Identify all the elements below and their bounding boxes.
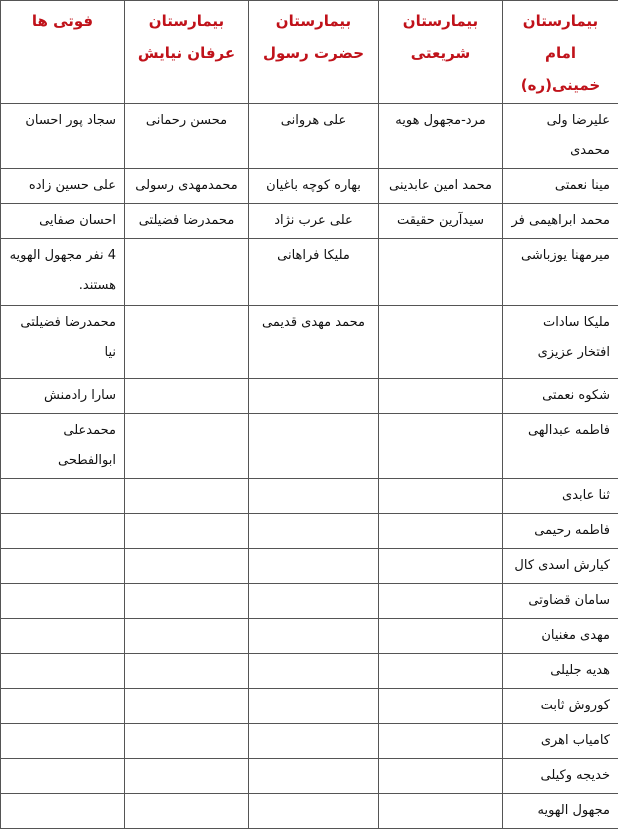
cell-erfan: محمدرضا فضیلتی: [125, 204, 249, 239]
table-row: [1, 619, 618, 654]
table-row: [1, 689, 618, 724]
cell-erfan: [125, 794, 249, 829]
cell-dead: [1, 689, 125, 724]
cell-rasool: [249, 759, 379, 794]
cell-erfan: [125, 549, 249, 584]
header-erfan: بیمارستان عرفان نیایش: [125, 1, 249, 104]
cell-dead: [1, 514, 125, 549]
cell-dead: سارا رادمنش: [1, 379, 125, 414]
cell-erfan: [125, 239, 249, 306]
cell-khomeini: مهدی مغنیان: [503, 619, 618, 654]
cell-erfan: [125, 414, 249, 479]
cell-khomeini: میرمهنا یوزباشی: [503, 239, 618, 306]
cell-erfan: [125, 724, 249, 759]
table-row: [1, 479, 618, 514]
cell-shariati: [379, 619, 503, 654]
header-khomeini: بیمارستان امام خمینی(ره): [503, 1, 618, 104]
cell-rasool: [249, 479, 379, 514]
cell-shariati: محمد امین عابدینی: [379, 169, 503, 204]
cell-shariati: [379, 689, 503, 724]
cell-dead: [1, 654, 125, 689]
cell-shariati: [379, 794, 503, 829]
table-row: [1, 759, 618, 794]
cell-khomeini: کیارش اسدی کال: [503, 549, 618, 584]
table-row: [1, 239, 618, 306]
cell-shariati: [379, 549, 503, 584]
cell-shariati: [379, 414, 503, 479]
cell-rasool: [249, 619, 379, 654]
table-row: [1, 584, 618, 619]
cell-rasool: [249, 689, 379, 724]
cell-shariati: [379, 379, 503, 414]
cell-rasool: علی عرب نژاد: [249, 204, 379, 239]
table-row: [1, 514, 618, 549]
cell-dead: [1, 549, 125, 584]
cell-erfan: [125, 654, 249, 689]
cell-erfan: [125, 689, 249, 724]
cell-dead: 4 نفر مجهول الهویه هستند.: [1, 239, 125, 306]
table-row: [1, 724, 618, 759]
cell-erfan: [125, 479, 249, 514]
cell-erfan: محسن رحمانی: [125, 104, 249, 169]
cell-dead: احسان صفایی: [1, 204, 125, 239]
header-row: [1, 1, 618, 104]
cell-dead: محمدرضا فضیلتی نیا: [1, 306, 125, 379]
cell-shariati: [379, 584, 503, 619]
cell-khomeini: شکوه نعمتی: [503, 379, 618, 414]
cell-shariati: [379, 479, 503, 514]
cell-dead: [1, 479, 125, 514]
cell-shariati: [379, 759, 503, 794]
table-row: [1, 204, 618, 239]
cell-khomeini: سامان قضاوتی: [503, 584, 618, 619]
cell-khomeini: ثنا عابدی: [503, 479, 618, 514]
cell-rasool: [249, 654, 379, 689]
cell-dead: سجاد پور احسان: [1, 104, 125, 169]
cell-khomeini: هدیه جلیلی: [503, 654, 618, 689]
cell-rasool: [249, 549, 379, 584]
cell-rasool: ملیکا فراهانی: [249, 239, 379, 306]
cell-shariati: مرد-مجهول هویه: [379, 104, 503, 169]
table-row: [1, 169, 618, 204]
cell-shariati: [379, 306, 503, 379]
cell-khomeini: مجهول الهویه: [503, 794, 618, 829]
cell-rasool: [249, 794, 379, 829]
cell-erfan: [125, 619, 249, 654]
header-rasool: بیمارستان حضرت رسول: [249, 1, 379, 104]
header-dead: فوتی ها: [1, 1, 125, 104]
table-row: [1, 306, 618, 379]
table-row: [1, 104, 618, 169]
cell-rasool: [249, 724, 379, 759]
cell-rasool: علی هروانی: [249, 104, 379, 169]
cell-dead: [1, 794, 125, 829]
cell-shariati: سیدآرین حقیقت: [379, 204, 503, 239]
cell-khomeini: خدیجه وکیلی: [503, 759, 618, 794]
cell-khomeini: کوروش ثابت: [503, 689, 618, 724]
cell-khomeini: علیرضا ولی محمدی: [503, 104, 618, 169]
cell-erfan: [125, 584, 249, 619]
cell-rasool: بهاره کوچه باغیان: [249, 169, 379, 204]
cell-erfan: [125, 759, 249, 794]
cell-rasool: محمد مهدی قدیمی: [249, 306, 379, 379]
table-row: [1, 549, 618, 584]
cell-shariati: [379, 239, 503, 306]
cell-erfan: [125, 514, 249, 549]
cell-shariati: [379, 514, 503, 549]
cell-khomeini: مینا نعمتی: [503, 169, 618, 204]
cell-rasool: [249, 379, 379, 414]
cell-khomeini: محمد ابراهیمی فر: [503, 204, 618, 239]
cell-dead: [1, 584, 125, 619]
cell-rasool: [249, 414, 379, 479]
cell-khomeini: ملیکا سادات افتخار عزیزی: [503, 306, 618, 379]
table-row: [1, 794, 618, 829]
header-shariati: بیمارستان شریعتی: [379, 1, 503, 104]
cell-rasool: [249, 584, 379, 619]
cell-erfan: محمدمهدی رسولی: [125, 169, 249, 204]
cell-rasool: [249, 514, 379, 549]
cell-khomeini: کامیاب اهری: [503, 724, 618, 759]
cell-dead: [1, 619, 125, 654]
cell-dead: علی حسین زاده: [1, 169, 125, 204]
cell-dead: محمدعلی ابوالفطحی: [1, 414, 125, 479]
cell-khomeini: فاطمه رحیمی: [503, 514, 618, 549]
cell-khomeini: فاطمه عبدالهی: [503, 414, 618, 479]
cell-erfan: [125, 379, 249, 414]
cell-erfan: [125, 306, 249, 379]
table-row: [1, 654, 618, 689]
table-row: [1, 379, 618, 414]
cell-shariati: [379, 724, 503, 759]
table-row: [1, 414, 618, 479]
cell-dead: [1, 724, 125, 759]
cell-shariati: [379, 654, 503, 689]
cell-dead: [1, 759, 125, 794]
